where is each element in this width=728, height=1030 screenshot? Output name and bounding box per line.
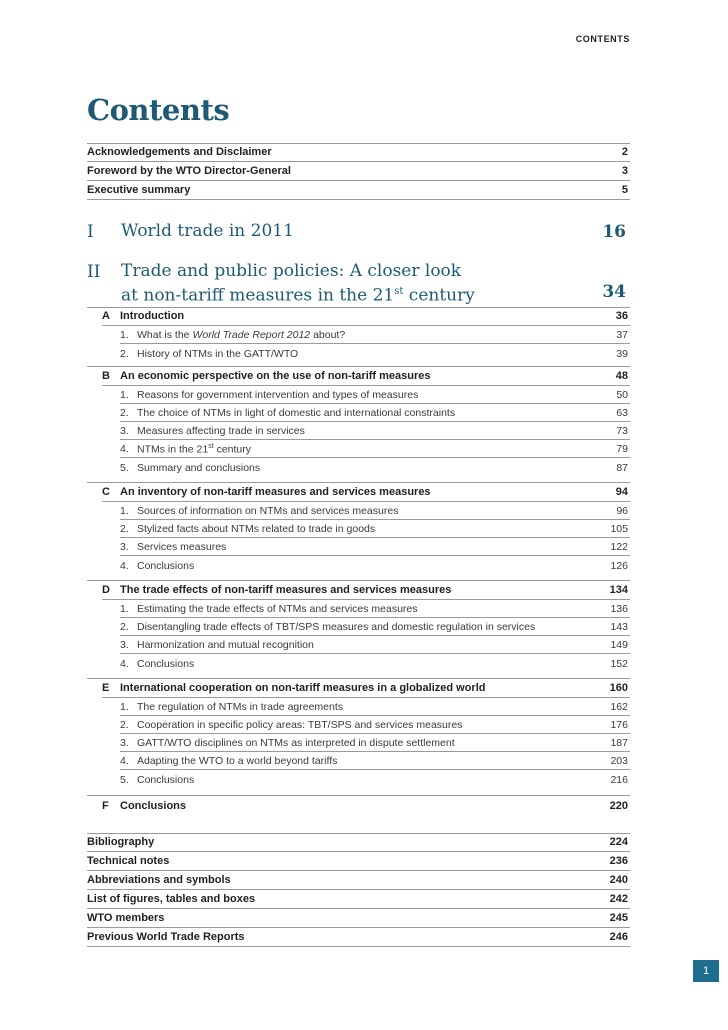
toc-item[interactable] [120, 538, 630, 556]
toc-item-label: 1. Reasons for government intervention and types of measures [120, 389, 419, 401]
toc-entry-label: Foreword by the WTO Director-General [87, 165, 291, 177]
toc-item-label: 1. Estimating the trade effects of NTMs and services measures [120, 603, 418, 615]
toc-item-page: 79 [616, 443, 628, 455]
chapter-page: 16 [602, 222, 626, 242]
toc-item-label: 2. Disentangling trade effects of TBT/SPS measures and domestic regulation in services [120, 621, 536, 633]
toc-item-label: 4. Adapting the WTO to a world beyond tariffs [120, 755, 338, 767]
toc-section-b[interactable] [102, 367, 630, 386]
section-label: C An inventory of non-tariff measures and services measures [102, 486, 431, 498]
chapter-page: 34 [602, 282, 626, 302]
toc-chapter-2[interactable] [87, 260, 630, 304]
toc-item-label: 2. History of NTMs in the GATT/WTO [120, 348, 299, 360]
toc-item-page: 126 [610, 560, 628, 572]
toc-section-a[interactable] [102, 307, 630, 326]
toc-item[interactable] [120, 520, 630, 538]
section-label: F Conclusions [102, 800, 187, 812]
toc-item-label: 1. The regulation of NTMs in trade agreements [120, 701, 344, 713]
toc-item[interactable] [120, 752, 630, 770]
toc-item-page: 63 [616, 407, 628, 419]
toc-item[interactable] [120, 636, 630, 654]
toc-item[interactable] [120, 404, 630, 422]
toc-entry-label: Technical notes [87, 855, 170, 867]
toc-item-page: 176 [610, 719, 628, 731]
toc-item-page: 73 [616, 425, 628, 437]
toc-item[interactable] [120, 458, 630, 476]
toc-item[interactable] [120, 344, 630, 362]
page-title: Contents [87, 93, 230, 127]
toc-item-page: 105 [610, 523, 628, 535]
toc-section-e[interactable] [102, 679, 630, 698]
toc-entry-executive-summary[interactable] [87, 181, 630, 200]
toc-entry-label: Abbreviations and symbols [87, 874, 231, 886]
toc-chapter-1[interactable] [87, 220, 630, 244]
toc-section-d[interactable] [102, 581, 630, 600]
toc-item[interactable] [120, 770, 630, 788]
toc-item[interactable] [120, 326, 630, 344]
toc-entry-page: 246 [609, 931, 628, 943]
section-label: E International cooperation on non-tariff measures in a globalized world [102, 682, 486, 694]
toc-item-page: 87 [616, 462, 628, 474]
running-header: CONTENTS [575, 34, 630, 44]
toc-item-page: 149 [610, 639, 628, 651]
toc-entry-page: 224 [609, 836, 628, 848]
toc-entry-figures-list[interactable] [87, 890, 630, 909]
toc-item-page: 39 [616, 348, 628, 360]
toc-entry-previous-reports[interactable] [87, 928, 630, 947]
toc-entry-acknowledgements[interactable] [87, 143, 630, 162]
toc-item-label: 2. The choice of NTMs in light of domestic and international constraints [120, 407, 456, 419]
section-page: 160 [609, 682, 628, 694]
toc-entry-label: Acknowledgements and Disclaimer [87, 146, 272, 158]
toc-item[interactable] [120, 600, 630, 618]
toc-item-label: 1. What is the World Trade Report 2012 about? [120, 329, 346, 341]
toc-item-label: 2. Stylized facts about NTMs related to trade in goods [120, 523, 376, 535]
toc-item-page: 162 [610, 701, 628, 713]
toc-item-page: 96 [616, 505, 628, 517]
toc-entry-page: 3 [621, 165, 628, 177]
toc-item[interactable] [120, 422, 630, 440]
toc-item-label: 3. GATT/WTO disciplines on NTMs as interpreted in dispute settlement [120, 737, 455, 749]
toc-entry-label: WTO members [87, 912, 165, 924]
toc-entry-label: Bibliography [87, 836, 155, 848]
toc-item-label: 4. NTMs in the 21st century [120, 442, 252, 455]
toc-item[interactable] [120, 654, 630, 672]
section-page: 48 [615, 370, 628, 382]
toc-entry-page: 245 [609, 912, 628, 924]
chapter-title-line2: at non-tariff measures in the 21st century [121, 285, 475, 306]
toc-item-page: 216 [610, 774, 628, 786]
section-page: 134 [609, 584, 628, 596]
toc-entry-page: 236 [609, 855, 628, 867]
toc-item-page: 50 [616, 389, 628, 401]
toc-item[interactable] [120, 440, 630, 458]
toc-item-label: 3. Harmonization and mutual recognition [120, 639, 314, 651]
section-label: A Introduction [102, 310, 185, 322]
toc-entry-abbreviations[interactable] [87, 871, 630, 890]
toc-entry-wto-members[interactable] [87, 909, 630, 928]
toc-entry-page: 5 [621, 184, 628, 196]
section-page: 220 [609, 800, 628, 812]
toc-item[interactable] [120, 734, 630, 752]
toc-item-page: 203 [610, 755, 628, 767]
toc-section-f[interactable] [102, 796, 630, 815]
section-label: D The trade effects of non-tariff measures and services measures [102, 584, 452, 596]
toc-item-page: 187 [610, 737, 628, 749]
toc-item-label: 4. Conclusions [120, 658, 195, 670]
toc-entry-bibliography[interactable] [87, 833, 630, 852]
toc-item[interactable] [120, 556, 630, 574]
toc-item[interactable] [120, 716, 630, 734]
toc-entry-label: Executive summary [87, 184, 191, 196]
toc-item[interactable] [120, 502, 630, 520]
toc-item[interactable] [120, 386, 630, 404]
section-label: B An economic perspective on the use of non-tariff measures [102, 370, 431, 382]
toc-item-page: 143 [610, 621, 628, 633]
chapter-title: World trade in 2011 [121, 221, 294, 241]
chapter-title-line1: Trade and public policies: A closer look [121, 261, 462, 281]
toc-item-page: 122 [610, 541, 628, 553]
chapter-number: II [87, 262, 101, 282]
toc-item-label: 5. Summary and conclusions [120, 462, 261, 474]
toc-entry-page: 240 [609, 874, 628, 886]
toc-item-label: 1. Sources of information on NTMs and services measures [120, 505, 399, 517]
toc-section-c[interactable] [102, 483, 630, 502]
toc-item-page: 152 [610, 658, 628, 670]
toc-item-page: 37 [616, 329, 628, 341]
page-number-badge: 1 [693, 960, 719, 982]
toc-entry-page: 242 [609, 893, 628, 905]
toc-entry-foreword[interactable] [87, 162, 630, 181]
toc-entry-page: 2 [621, 146, 628, 158]
toc-item[interactable] [120, 618, 630, 636]
toc-item-label: 2. Cooperation in specific policy areas: TBT/SPS and services measures [120, 719, 463, 731]
toc-item-label: 5. Conclusions [120, 774, 195, 786]
toc-item-label: 3. Measures affecting trade in services [120, 425, 305, 437]
toc-item-label: 3. Services measures [120, 541, 227, 553]
toc-entry-technical-notes[interactable] [87, 852, 630, 871]
toc-item-label: 4. Conclusions [120, 560, 195, 572]
toc-item-page: 136 [610, 603, 628, 615]
chapter-number: I [87, 222, 94, 242]
toc-item[interactable] [120, 698, 630, 716]
section-page: 36 [615, 310, 628, 322]
section-page: 94 [615, 486, 628, 498]
toc-entry-label: Previous World Trade Reports [87, 931, 245, 943]
toc-entry-label: List of figures, tables and boxes [87, 893, 256, 905]
